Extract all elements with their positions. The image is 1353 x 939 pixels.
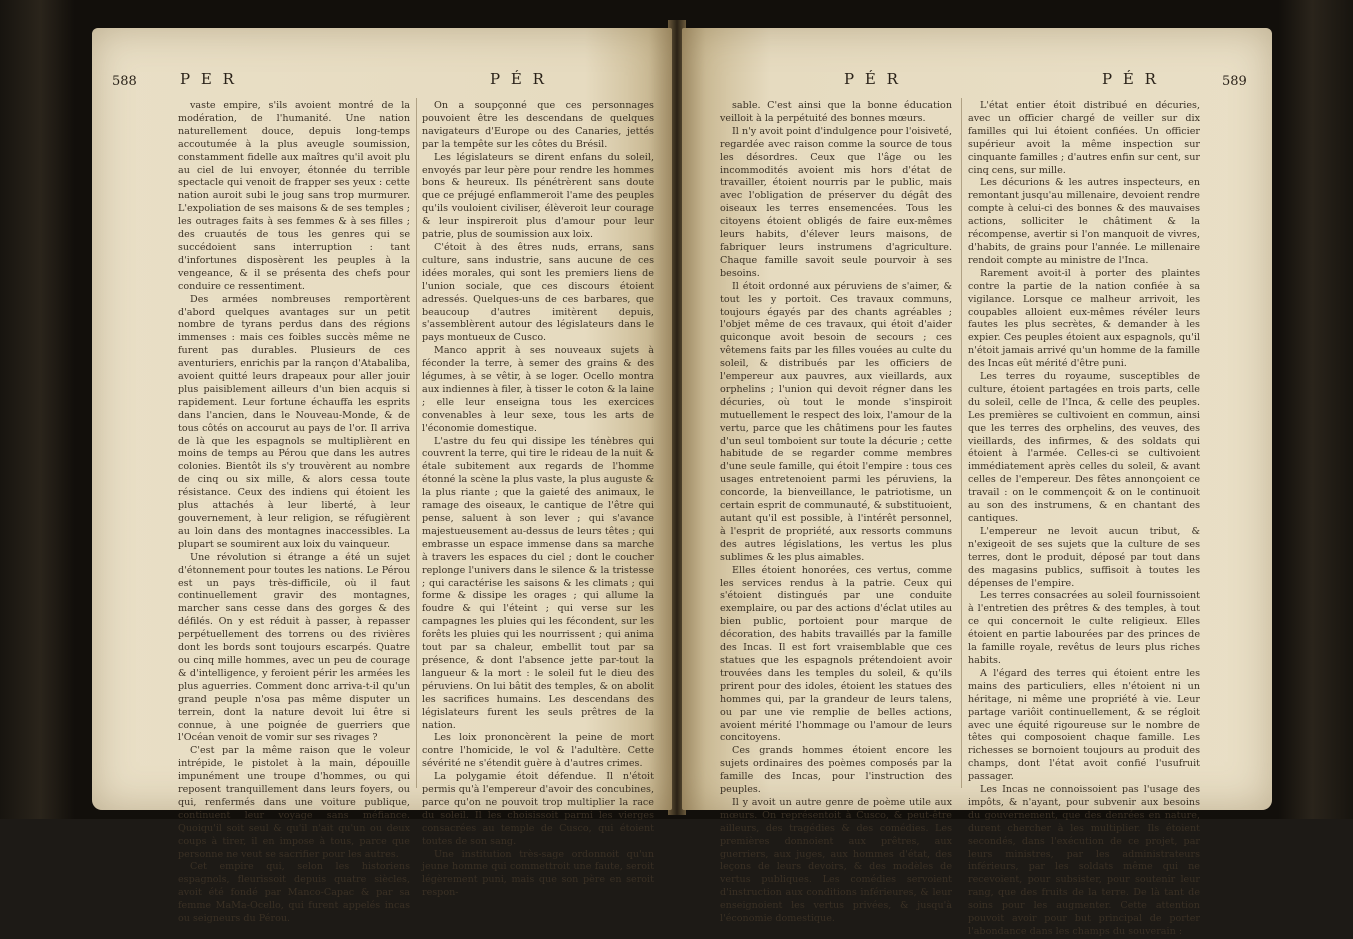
paragraph: L'empereur ne levoit aucun tribut, & n'exigeoit de ses sujets que la culture de ses terres, dont le produit, déposé par tout dans des magasins publics, suffisoit à toutes les dépenses de l'empire.	[968, 525, 1200, 589]
paragraph: C'étoit à des êtres nuds, errans, sans culture, sans industrie, sans aucune de ces idées morales, qui sont les premiers liens de l'union sociale, que ces discours étoient adressés. Quelques-uns de ces barbares, que beaucoup d'autres imitèrent depuis, s'assemblèrent autour des législateurs dans le pays montueux de Cusco.	[422, 241, 654, 344]
left-page-header	[92, 70, 672, 92]
running-head: P É R	[490, 70, 547, 88]
paragraph: Ces grands hommes étoient encore les sujets ordinaires des poèmes composés par la famille des Incas, pour l'instruction des peuples.	[720, 745, 952, 796]
paragraph: Il n'y avoit point d'indulgence pour l'oisiveté, regardée avec raison comme la source de tous les désordres. Ceux que l'âge ou les incommodités avoient mis hors d'état de travailler, étoient nourris par le public, mais avec l'obligation de préserver du dégât des oiseaux les terres ensemencées. Tous les citoyens étoient obligés de faire eux-mêmes leurs habits, d'élever leurs maisons, de fabriquer leurs instrumens d'agriculture. Chaque famille savoit seule pourvoir à ses besoins.	[720, 125, 952, 279]
paragraph: Des armées nombreuses remportèrent d'abord quelques avantages sur un petit nombre de tyrans perdus dans des régions immenses : mais ces foibles succès même ne furent pas durables. Plusieurs de ces aventuriers, enrichis par la rançon d'Atabaliba, avoient quitté leurs drapeaux pour aller jouir plus paisiblement ailleurs d'un bien acquis si rapidement. Leur fortune échauffa les esprits dans l'ancien, dans le Nouveau-Monde, & de tous côtés on accourut au pays de l'or. Il arriva de là que les espagnols se multiplièrent en moins de temps au Pérou que dans les autres colonies. Bientôt ils s'y trouvèrent au nombre de cinq ou six mille, & alors cessa toute résistance. Ceux des indiens qui étoient les plus attachés à leur liberté, à leur gouvernement, à leur religion, se réfugièrent au loin dans des montagnes inaccessibles. La plupart se soumirent aux loix du vainqueur.	[178, 293, 410, 550]
paragraph: Il y avoit un autre genre de poème utile aux mœurs. On représentoit à Cusco, & peut-être ailleurs, des tragédies & des comédies. Les premières donnoient aux prêtres, aux guerriers, aux juges, aux hommes d'état, des leçons de leurs devoirs, & des modèles de vertus publiques. Les comédies servoient d'instruction aux conditions inférieures, & leur enseignoient les vertus privées, & jusqu'à l'économie domestique.	[720, 796, 952, 925]
running-head: P E R	[180, 70, 237, 88]
page-number: 589	[1222, 74, 1247, 89]
text-column-right-2	[968, 100, 1200, 939]
paragraph: Les décurions & les autres inspecteurs, en remontant jusqu'au millenaire, devoient rendre compte à celui-ci des bonnes & des mauvaises actions, solliciter le châtiment & la récompense, avertir si l'on manquoit de vivres, d'habits, de grains pour l'année. Le millenaire rendoit compte au ministre de l'Inca.	[968, 177, 1200, 266]
paragraph: L'état entier étoit distribué en décuries, avec un officier chargé de veiller sur dix familles qui lui étoient confiées. Un officier supérieur avoit la même inspection sur cinquante familles ; d'autres enfin sur cent, sur cinq cens, sur mille.	[968, 100, 1200, 176]
page-number: 588	[112, 74, 137, 89]
paragraph: Les loix prononcèrent la peine de mort contre l'homicide, le vol & l'adultère. Cette sévérité ne s'étendit guère à d'autres crimes.	[422, 732, 654, 770]
paragraph: Les terres consacrées au soleil fournissoient à l'entretien des prêtres & des temples, à tout ce qui concernoit le culte religieux. Elles étoient en partie labourées par des princes de la famille royale, revêtus de leurs plus riches habits.	[968, 590, 1200, 666]
text-column-right-1	[720, 100, 952, 926]
paragraph: Elles étoient honorées, ces vertus, comme les services rendus à la patrie. Ceux qui s'étoient distingués par une conduite exemplaire, ou par des actions d'éclat utiles au bien public, portoient pour marque de décoration, des habits travaillés par la famille des Incas. Il est fort vraisemblable que ces statues que les espagnols prétendoient avoir trouvées dans les temples du soleil, & qu'ils prirent pour des idoles, étoient les statues des hommes qui, par la grandeur de leurs talens, ou par une vie remplie de belles actions, avoient mérité l'hommage ou l'amour de leurs concitoyens.	[720, 564, 952, 744]
paragraph: Cet empire qui, selon les historiens espagnols, fleurissoit depuis quatre siècles, avoit été fondé par Manco-Capac & par sa femme MaMa-Ocello, qui furent appelés incas ou seigneurs du Pérou.	[178, 861, 410, 925]
paragraph: A l'égard des terres qui étoient entre les mains des particuliers, elles n'étoient ni un héritage, ni même une propriété à vie. Leur partage variôit continuellement, & se régloit avec une équité rigoureuse sur le nombre de têtes qui composoient chaque famille. Les richesses se bornoient toujours au produit des champs, dont l'état avoit confié l'usufruit passager.	[968, 667, 1200, 783]
column-rule	[961, 98, 962, 788]
running-head: P É R	[844, 70, 901, 88]
paragraph: Rarement avoit-il à porter des plaintes contre la partie de la nation confiée à sa vigilance. Lorsque ce malheur arrivoit, les coupables alloient eux-mêmes révéler leurs fautes les plus secrètes, & demander à les expier. Ces peuples étoient aux espagnols, qu'il n'étoit jamais arrivé qu'un homme de la famille des Incas eût mérité d'être puni.	[968, 267, 1200, 370]
paragraph: Une révolution si étrange a été un sujet d'étonnement pour toutes les nations. Le Pérou est un pays très-difficile, où il faut continuellement gravir des montagnes, marcher sans cesse dans des gorges & des défilés. On y est réduit à passer, à repasser perpétuellement des torrens ou des rivières dont les bords sont toujours escarpés. Quatre ou cinq mille hommes, avec un peu de courage & d'intelligence, y feroient périr les armées les plus aguerries. Comment donc arriva-t-il qu'un grand peuple n'osa pas même disputer un terrein, dont la nature devoit lui être si connue, à une poignée de guerriers que l'Océan venoit de vomir sur ses rivages ?	[178, 551, 410, 744]
paragraph: Manco apprit à ses nouveaux sujets à féconder la terre, à semer des grains & des légumes, à se vêtir, à se loger. Ocello montra aux indiennes à filer, à tisser le coton & la laine ; elle leur enseigna tous les exercices convenables à leur sexe, tous les arts de l'économie domestique.	[422, 345, 654, 434]
left-page	[92, 28, 672, 925]
paragraph: On a soupçonné que ces personnages pouvoient être les descendans de quelques navigateurs d'Europe ou des Canaries, jettés par la tempête sur les côtes du Brésil.	[422, 100, 654, 150]
paragraph: C'est par la même raison que le voleur intrépide, le pistolet à la main, dépouille impunément une troupe d'hommes, ou qui reposent tranquillement dans leurs foyers, ou qui, renfermés dans une voiture publique, continuent leur voyage sans méfiance. Quoiqu'il soit seul & qu'il n'ait qu'un ou deux coups à tirer, il en impose à tous, parce que personne ne veut se sacrifier pour les autres.	[178, 745, 410, 860]
right-page-header	[682, 70, 1272, 92]
paragraph: La polygamie étoit défendue. Il n'étoit permis qu'à l'empereur d'avoir des concubines, parce qu'on ne pouvoit trop multiplier la race du soleil. Il les choisissoit parmi les vierges consacrées au temple de Cusco, qui étoient toutes de son sang.	[422, 771, 654, 847]
paragraph: Les Incas ne connoissoient pas l'usage des impôts, & n'ayant, pour subvenir aux besoins du gouvernement, que des denrées en nature, durent chercher à les multiplier. Ils étoient secondés, dans l'exécution de ce projet, par leurs ministres, par les administrateurs inférieurs, par les soldats même qui ne recevoient, pour subsister, pour soutenir leur rang, que des fruits de la terre. De là tant de soins pour les augmenter. Cette attention pouvoit avoir pour but principal de porter l'abondance dans les champs du souverain :	[968, 784, 1200, 937]
text-column-left-1	[178, 100, 410, 926]
running-head: P É R	[1102, 70, 1159, 88]
column-rule	[416, 98, 417, 788]
text-column-left-2	[422, 100, 654, 900]
paragraph: Une institution très-sage ordonnoit qu'un jeune homme qui commettroit une faute, seroit légèrement puni, mais que son père en seroit respon-	[422, 848, 654, 899]
paragraph: L'astre du feu qui dissipe les ténèbres qui couvrent la terre, qui tire le rideau de la nuit & étale subitement aux regards de l'homme étonné la scène la plus vaste, la plus auguste & la plus riante ; que la gaieté des animaux, le ramage des oiseaux, le cantique de l'être qui pense, saluent à son lever ; qui s'avance majestueusement au-dessus de leurs têtes ; qui embrasse un espace immense dans sa marche à travers les espaces du ciel ; dont le coucher replonge l'univers dans le silence & la tristesse ; qui caractérise les saisons & les climats ; qui forme & dissipe les orages ; qui allume la foudre & qui l'éteint ; qui verse sur les campagnes les pluies qui les fécondent, sur les forêts les pluies qui les nourrissent ; qui anima tout par sa chaleur, embellit tout par sa présence, & dont l'absence jette par-tout la langueur & la mort : le soleil fut le dieu des péruviens. On lui bâtit des temples, & on abolit les sacrifices humains. Les descendans des législateurs furent les seuls prêtres de la nation.	[422, 435, 654, 731]
paragraph: sable. C'est ainsi que la bonne éducation veilloit à la perpétuité des bonnes mœurs.	[720, 100, 952, 124]
paragraph: Les terres du royaume, susceptibles de culture, étoient partagées en trois parts, celle du soleil, celle de l'Inca, & celle des peuples. Les premières se cultivoient en commun, ainsi que les terres des orphelins, des veuves, des vieillards, des infirmes, & des soldats qui étoient à l'armée. Celles-ci se cultivoient immédiatement après celles du soleil, & avant celles de l'empereur. Des fêtes annonçoient ce travail : on le commençoit & on le continuoit au son des instrumens, & en chantant des cantiques.	[968, 371, 1200, 524]
right-page	[682, 28, 1272, 937]
paragraph: Les législateurs se dirent enfans du soleil, envoyés par leur père pour rendre les hommes bons & heureux. Ils pénétrèrent sans doute que ce préjugé enflammeroit l'ame des peuples qu'ils vouloient civiliser, élèveroit leur courage & leur inspireroit plus d'amour pour leur patrie, plus de soumission aux loix.	[422, 151, 654, 241]
paragraph: vaste empire, s'ils avoient montré de la modération, de l'humanité. Une nation naturellement douce, depuis long-temps accoutumée à la plus aveugle soumission, constamment fidelle aux maîtres qu'il avoit plu au ciel de lui envoyer, étonnée du terrible spectacle qui venoit de frapper ses yeux : cette nation auroit subi le joug sans trop murmurer. L'expoliation de ses maisons & de ses temples ; les outrages faits à ses femmes & à ses filles ; des cruautés de tous les genres qui se succédoient sans interruption : tant d'infortunes disposèrent les peuples à la vengeance, & il se présenta des chefs pour conduire ce ressentiment.	[178, 100, 410, 292]
paragraph: Il étoit ordonné aux péruviens de s'aimer, & tout les y portoit. Ces travaux communs, toujours égayés par des chants agréables ; l'objet même de ces travaux, qui étoit d'aider quiconque avoit besoin de secours ; ces vêtemens faits par les filles vouées au culte du soleil, & distribués par les officiers de l'empereur aux pauvres, aux vieillards, aux orphelins ; l'union qui devoit régner dans les décuries, où tout le monde s'inspiroit mutuellement le respect des loix, l'amour de la vertu, parce que les châtimens pour les fautes d'un seul tomboient sur toute la décurie ; cette habitude de se regarder comme membres d'une seule famille, qui étoit l'empire : tous ces usages entretenoient parmi les péruviens, la concorde, la bienveillance, le patriotisme, un certain esprit de communauté, & substituoient, autant qu'il est possible, à l'intérêt personnel, à l'esprit de propriété, aux ressorts communs des autres législations, les vertus les plus sublimes & les plus aimables.	[720, 280, 952, 563]
